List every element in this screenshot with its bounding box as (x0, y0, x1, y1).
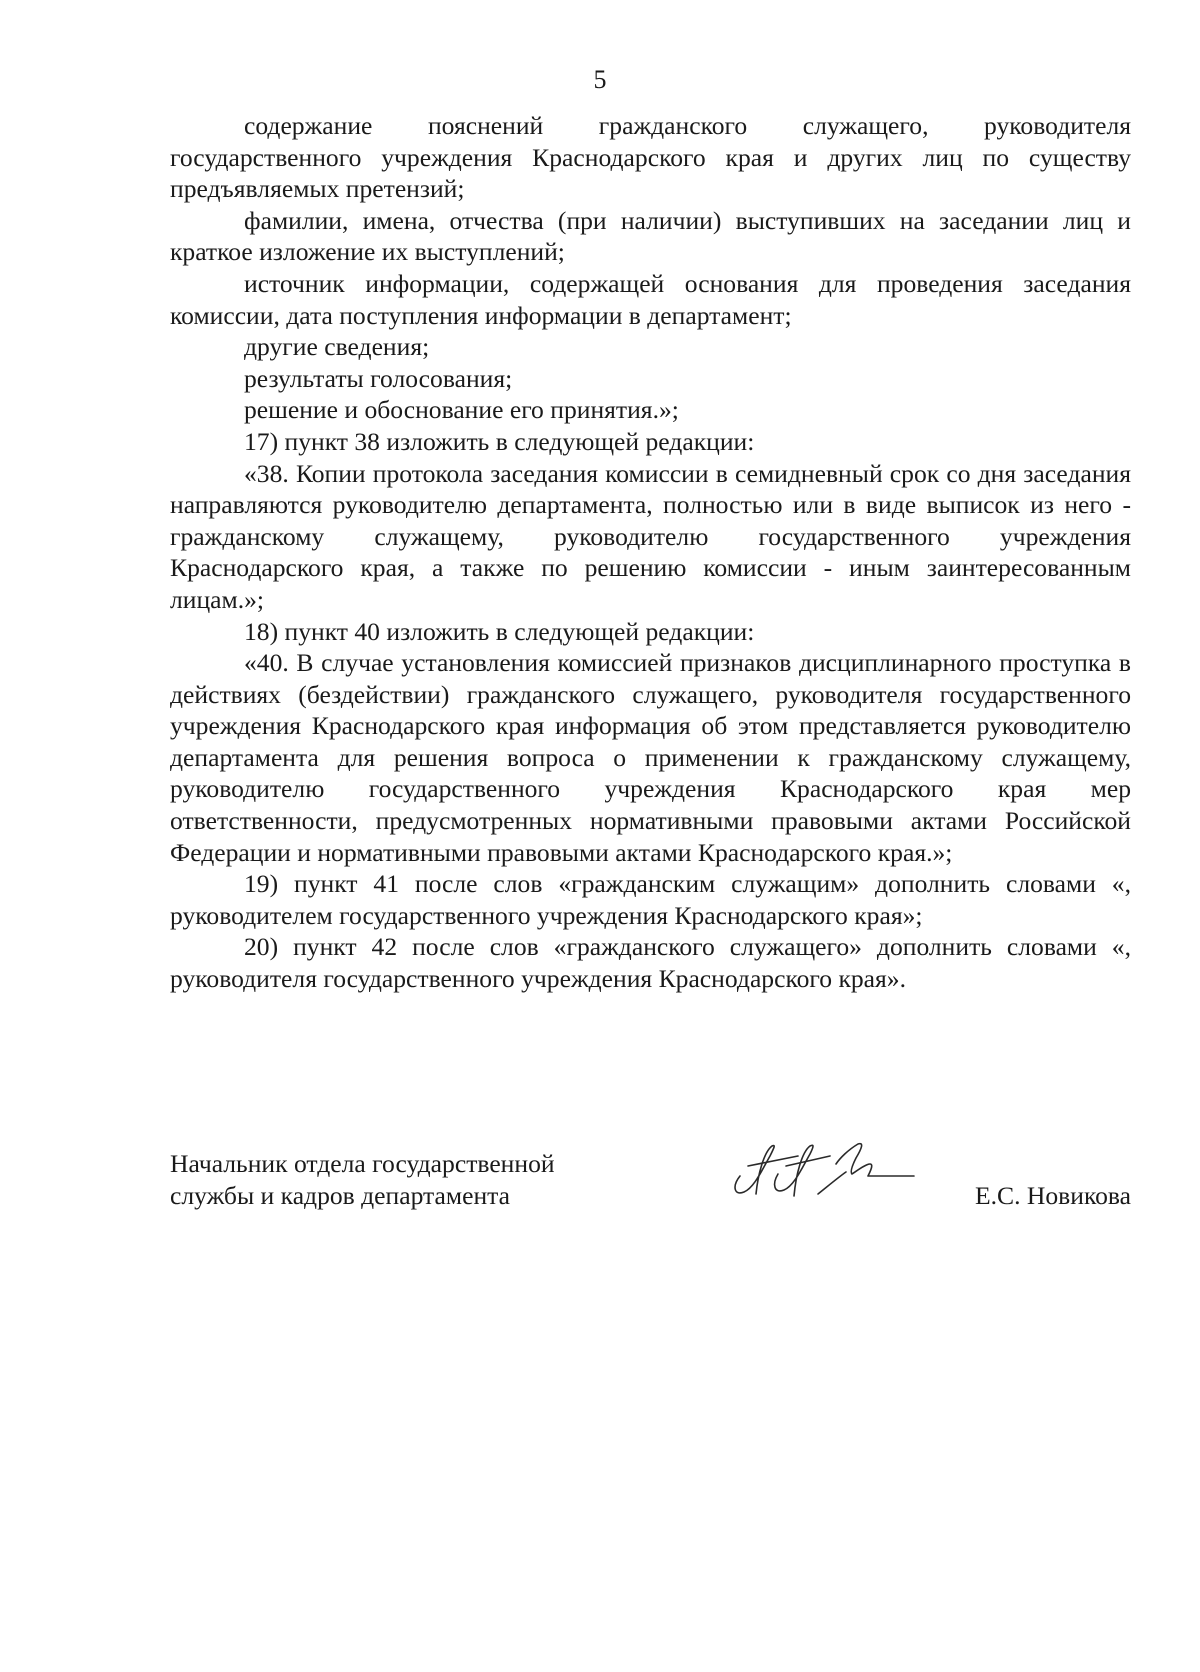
paragraph-item-19: 19) пункт 41 после слов «гражданским служащим» дополнить словами «, руководителем государственного учреждения Краснодарского края»; (170, 869, 1131, 930)
paragraph-item-20: 20) пункт 42 после слов «гражданского служащего» дополнить словами «, руководителя государственного учреждения Краснодарского края». (170, 932, 1131, 994)
paragraph-speakers: фамилии, имена, отчества (при наличии) выступивших на заседании лиц и краткое изложение их выступлений; (170, 205, 1131, 267)
paragraph-clause-38: «38. Копии протокола заседания комиссии в семидневный срок со дня заседания направляются руководителю департамента, полностью или в виде выписок из него - гражданскому служащему, руководителю государственного учреждения Краснодарского края, а также по решению комиссии - иным заинтересованным лицам.»; (170, 458, 1131, 614)
paragraph-information-source: источник информации, содержащей основания для проведения заседания комиссии, дата поступления информации в департамент; (170, 268, 1131, 330)
page-number: 5 (593, 65, 607, 94)
signatory-title (170, 1148, 650, 1211)
paragraph-clause-40: «40. В случае установления комиссией признаков дисциплинарного проступка в действиях (бездействии) гражданского служащего, руководителя государственного учреждения Краснодарского края информация об этом представляется руководителю департамента для решения вопроса о применении к гражданскому служащему, руководителю государственного учреждения Краснодарского края мер ответственности, предусмотренных нормативными правовыми актами Российской Федерации и нормативными правовыми актами Краснодарского края.»; (170, 648, 1131, 867)
paragraph-explanations: содержание пояснений гражданского служащего, руководителя государственного учреждения Краснодарского края и других лиц по существу предъявляемых претензий; (170, 111, 1131, 204)
signatory-title-line-1: Начальник отдела государственной (170, 1149, 555, 1178)
paragraph-item-17: 17) пункт 38 изложить в следующей редакции: (244, 426, 755, 456)
signature-block (170, 1148, 1131, 1228)
signatory-name: Е.С. Новикова (975, 1181, 1131, 1210)
paragraph-decision: решение и обоснование его принятия.»; (244, 395, 679, 425)
paragraph-item-18: 18) пункт 40 изложить в следующей редакции: (244, 616, 755, 646)
paragraph-other-info: другие сведения; (244, 332, 430, 362)
signatory-title-line-2: службы и кадров департамента (170, 1180, 511, 1210)
paragraph-voting-results: результаты голосования; (244, 363, 513, 393)
document-body (170, 110, 1131, 995)
handwritten-signature (718, 1134, 918, 1204)
